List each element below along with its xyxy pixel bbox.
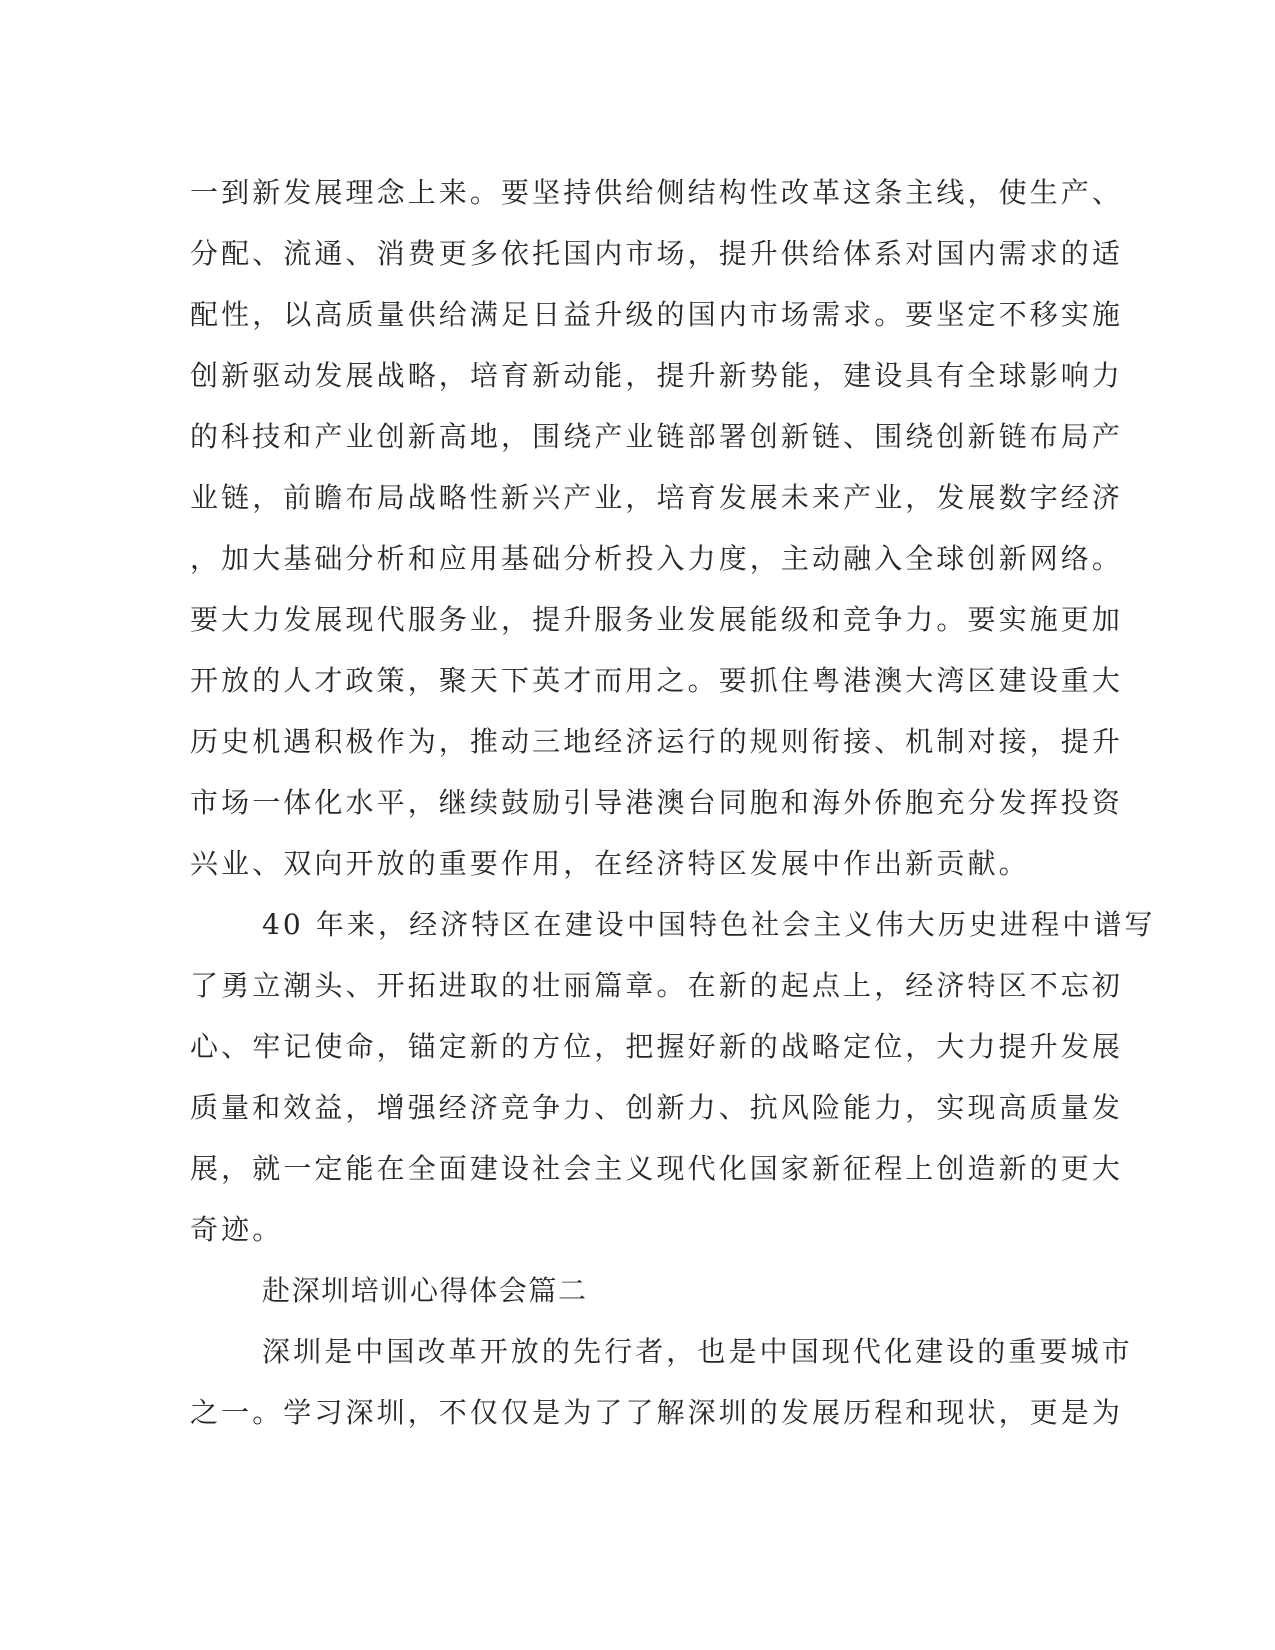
paragraph-2: [190, 894, 1156, 1260]
paragraph-1: [190, 162, 1124, 894]
paragraph-line: 了勇立潮头、开拓进取的壮丽篇章。在新的起点上，经济特区不忘初: [190, 969, 1124, 1002]
paragraph-line: 配性，以高质量供给满足日益升级的国内市场需求。要坚定不移实施: [190, 298, 1124, 331]
paragraph-line: 40 年来，经济特区在建设中国特色社会主义伟大历史进程中谱写: [262, 908, 1156, 941]
paragraph-line: 深圳是中国改革开放的先行者，也是中国现代化建设的重要城市: [262, 1335, 1133, 1368]
paragraph-3: [190, 1321, 1133, 1443]
paragraph-line: 的科技和产业创新高地，围绕产业链部署创新链、围绕创新链布局产: [190, 420, 1124, 453]
paragraph-line: 兴业、双向开放的重要作用，在经济特区发展中作出新贡献。: [190, 847, 1030, 880]
paragraph-line: 历史机遇积极作为，推动三地经济运行的规则衔接、机制对接，提升: [190, 725, 1124, 758]
paragraph-line: ，加大基础分析和应用基础分析投入力度，主动融入全球创新网络。: [190, 542, 1124, 575]
paragraph-line: 奇迹。: [190, 1213, 284, 1246]
paragraph-line: 要大力发展现代服务业，提升服务业发展能级和竞争力。要实施更加: [190, 603, 1124, 636]
paragraph-line: 创新驱动发展战略，培育新动能，提升新势能，建设具有全球影响力: [190, 359, 1124, 392]
section-heading: 赴深圳培训心得体会篇二: [262, 1274, 588, 1307]
paragraph-line: 质量和效益，增强经济竞争力、创新力、抗风险能力，实现高质量发: [190, 1091, 1124, 1124]
document-body: [190, 162, 1156, 1443]
paragraph-line: 展，就一定能在全面建设社会主义现代化国家新征程上创造新的更大: [190, 1152, 1124, 1185]
paragraph-line: 市场一体化水平，继续鼓励引导港澳台同胞和海外侨胞充分发挥投资: [190, 786, 1124, 819]
paragraph-line: 心、牢记使命，锚定新的方位，把握好新的战略定位，大力提升发展: [190, 1030, 1124, 1063]
paragraph-line: 分配、流通、消费更多依托国内市场，提升供给体系对国内需求的适: [190, 237, 1124, 270]
paragraph-line: 开放的人才政策，聚天下英才而用之。要抓住粤港澳大湾区建设重大: [190, 664, 1124, 697]
paragraph-line: 之一。学习深圳，不仅仅是为了了解深圳的发展历程和现状，更是为: [190, 1396, 1124, 1429]
paragraph-line: 一到新发展理念上来。要坚持供给侧结构性改革这条主线，使生产、: [190, 176, 1124, 209]
paragraph-line: 业链，前瞻布局战略性新兴产业，培育发展未来产业，发展数字经济: [190, 481, 1124, 514]
